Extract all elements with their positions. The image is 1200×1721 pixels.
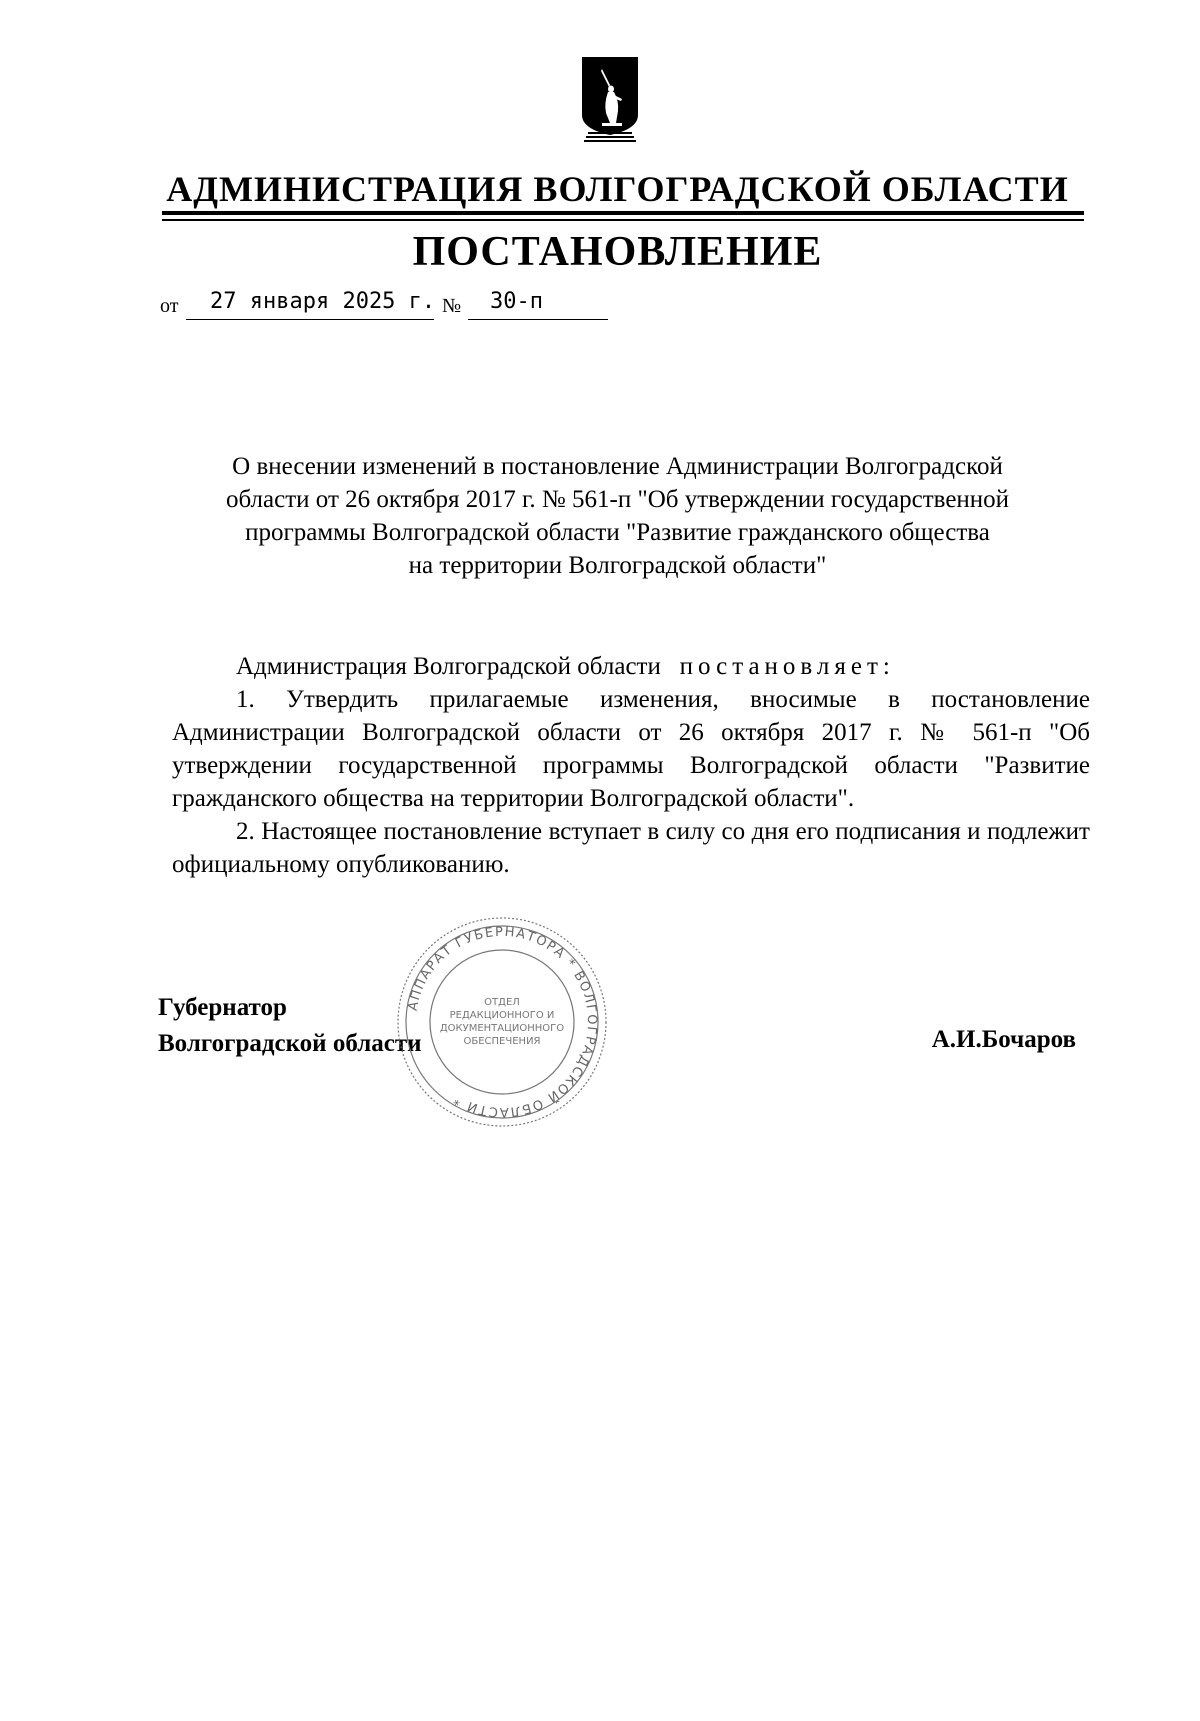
document-type-heading: ПОСТАНОВЛЕНИЕ [412, 229, 823, 275]
signatory-position-line1: Губернатор [158, 994, 287, 1021]
header-divider-thick [162, 211, 1084, 215]
header-divider-thin [162, 219, 1084, 221]
document-body [172, 650, 1090, 881]
svg-text:ОТДЕЛ: ОТДЕЛ [484, 997, 520, 1008]
document-subject [150, 450, 1085, 582]
coat-of-arms-emblem [580, 55, 640, 145]
date-underline [186, 319, 434, 320]
date-value: 27 января 2025 г. [210, 289, 436, 314]
svg-text:РЕДАКЦИОННОГО И: РЕДАКЦИОННОГО И [449, 1010, 555, 1021]
date-label: от [160, 295, 179, 317]
svg-text:ДОКУМЕНТАЦИОННОГО: ДОКУМЕНТАЦИОННОГО [439, 1023, 565, 1034]
subject-line: программы Волгоградской области "Развитие гражданского общества [245, 519, 990, 546]
subject-line: на территории Волгоградской области" [408, 552, 827, 579]
official-stamp [392, 912, 612, 1132]
intro-subject: Администрация Волгоградской области [236, 653, 661, 680]
number-value: 30-п [490, 289, 543, 314]
signatory-name: А.И.Бочаров [931, 1026, 1076, 1053]
intro-paragraph [172, 650, 1090, 683]
signatory-position-line2: Волгоградской области [158, 1030, 422, 1057]
item-2-paragraph: 2. Настоящее постановление вступает в силу со дня его подписания и подлежит официальному опубликованию. [172, 818, 1090, 878]
registration-line [160, 282, 610, 322]
svg-text:ОБЕСПЕЧЕНИЯ: ОБЕСПЕЧЕНИЯ [463, 1036, 541, 1047]
number-underline [468, 319, 608, 320]
intro-verb: постановляет: [679, 653, 895, 680]
subject-line: области от 26 октября 2017 г. № 561-п "Об утверждении государственной [225, 486, 1010, 513]
subject-line: О внесении изменений в постановление Администрации Волгоградской [232, 453, 1003, 480]
svg-text:АППАРАТ ГУБЕРНАТОРА * ВОЛГОГРА: АППАРАТ ГУБЕРНАТОРА * ВОЛГОГРАДСКОЙ ОБЛАСТИ * [405, 924, 600, 1120]
signatory-position [158, 990, 422, 1062]
number-label: № [442, 295, 462, 317]
organization-title: АДМИНИСТРАЦИЯ ВОЛГОГРАДСКОЙ ОБЛАСТИ [166, 169, 1069, 209]
item-1-paragraph: 1. Утвердить прилагаемые изменения, вносимые в постановление Администрации Волгоградской области от 26 октября 2017 г. № 561-п "Об утверждении государственной программы Волгоградской области "Развитие гражданского общества на территории Волгоградской области". [172, 686, 1090, 812]
